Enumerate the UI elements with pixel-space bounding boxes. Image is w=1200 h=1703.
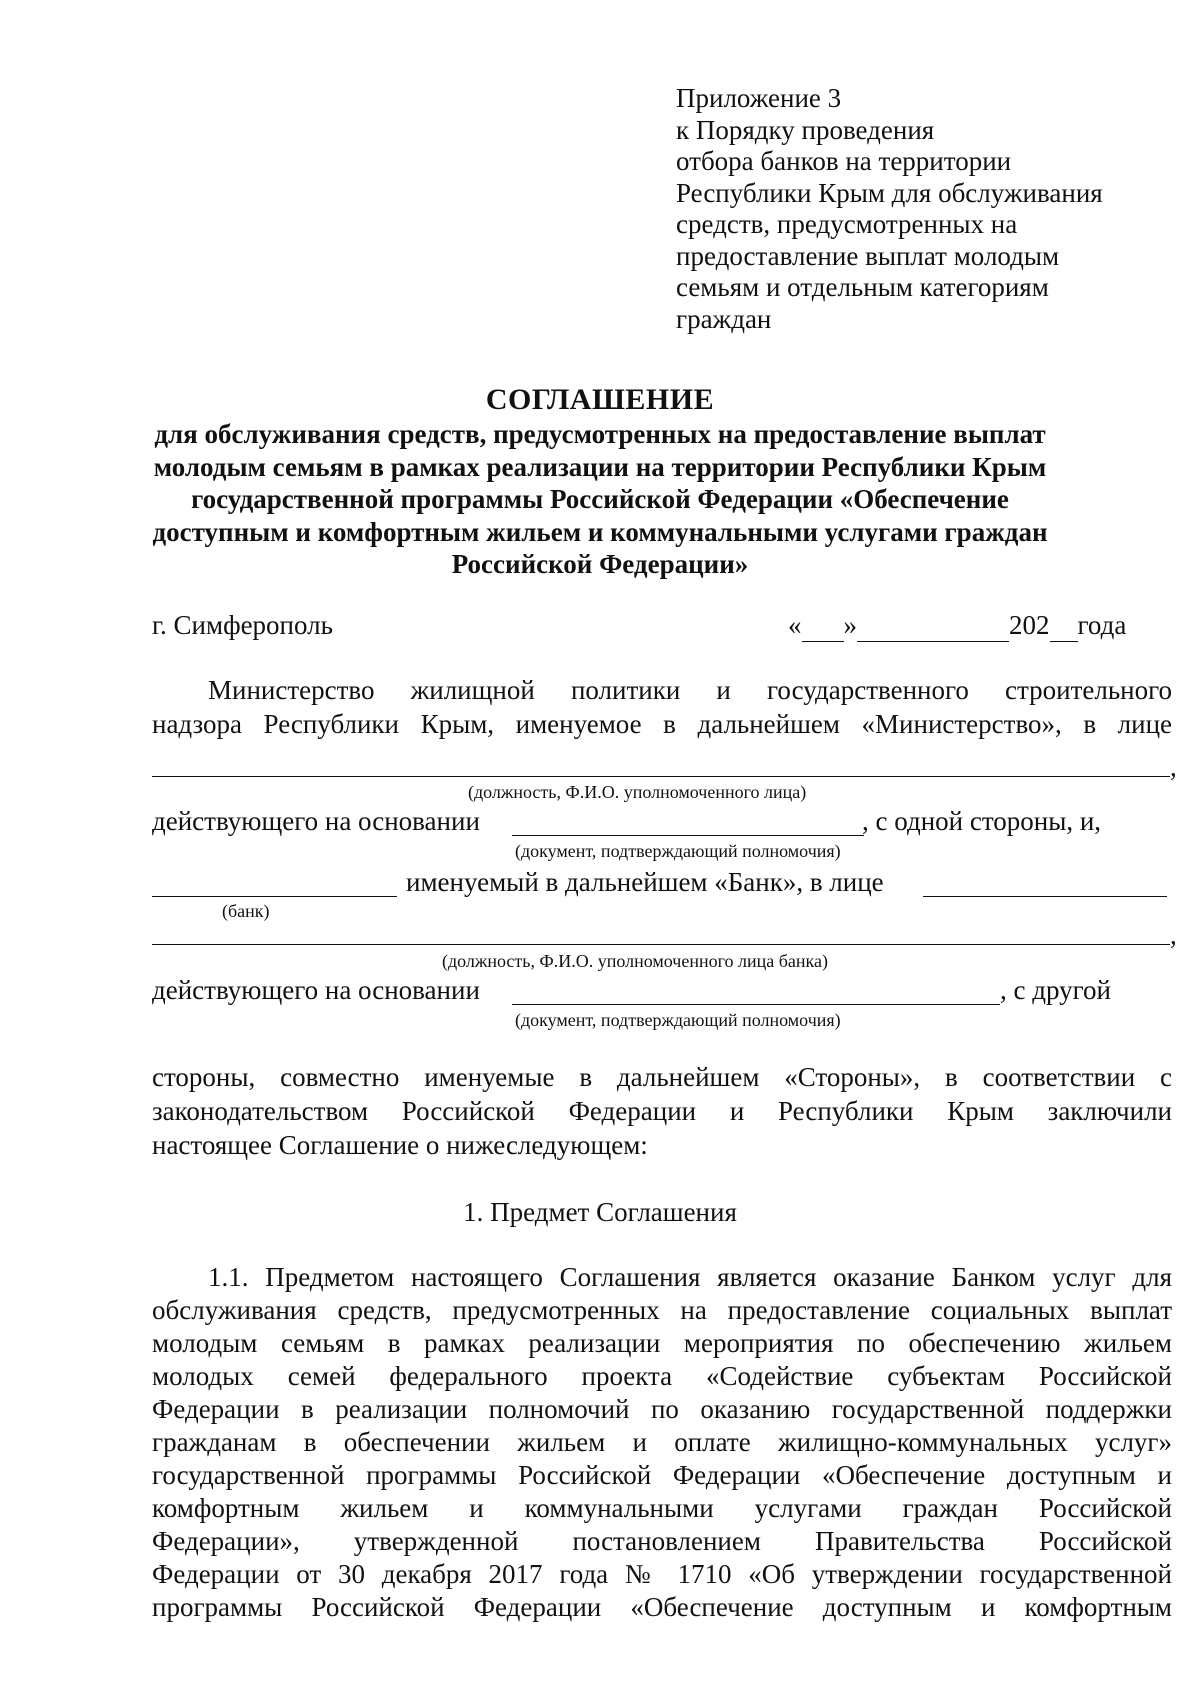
- section1-line: молодым семьям в рамках реализации мероприятия по обеспечению жильем: [152, 1328, 1172, 1358]
- section1-line: программы Российской Федерации «Обеспечение доступным и комфортным: [152, 1592, 1172, 1622]
- city-label: г. Симферополь: [152, 610, 333, 640]
- caption-bank: (банк): [222, 901, 270, 921]
- caption-official: (должность, Ф.И.О. уполномоченного лица): [468, 782, 807, 802]
- one-side-text: , с одной стороны, и,: [862, 806, 1102, 836]
- official-field[interactable]: [152, 776, 1170, 777]
- bank-named-text: именуемый в дальнейшем «Банк», в лице: [406, 867, 884, 897]
- document-field[interactable]: [512, 835, 864, 836]
- caption-document-2: (документ, подтверждающий полномочия): [515, 1010, 841, 1030]
- bank-official-field[interactable]: [152, 944, 1170, 945]
- year-suffix: года: [1077, 610, 1127, 640]
- section1-line: Федерации от 30 декабря 2017 года № 1710 «Об утверждении государственной: [152, 1559, 1172, 1589]
- section1-line: Федерации», утвержденной постановлением Правительства Российской: [152, 1526, 1172, 1556]
- appendix-line: семьям и отдельным категориям: [676, 272, 1049, 302]
- section1-heading: 1. Предмет Соглашения: [463, 1197, 737, 1227]
- appendix-line: отбора банков на территории: [676, 146, 1012, 176]
- party2-line3: настоящее Соглашение о нижеследующем:: [152, 1130, 648, 1160]
- comma: ,: [1170, 752, 1177, 782]
- bank-field[interactable]: [152, 896, 397, 897]
- subtitle-line: доступным и комфортным жильем и коммунальными услугами граждан: [152, 516, 1048, 547]
- subtitle-line: молодым семьям в рамках реализации на территории Республики Крым: [153, 451, 1047, 482]
- other-side-text: , с другой: [1000, 975, 1111, 1005]
- party1-line2: надзора Республики Крым, именуемое в дальнейшем «Министерство», в лице: [152, 709, 1172, 739]
- party2-line1: стороны, совместно именуемые в дальнейшем «Стороны», в соответствии с: [152, 1062, 1172, 1092]
- date-quote-open: «: [788, 610, 802, 640]
- document-subtitle: [0, 418, 1200, 581]
- year-field[interactable]: [1050, 610, 1078, 642]
- subtitle-line: для обслуживания средств, предусмотренных на предоставление выплат: [154, 419, 1046, 449]
- bank-person-field[interactable]: [923, 896, 1167, 897]
- date-line: [788, 610, 1126, 642]
- party1-line1: Министерство жилищной политики и государственного строительного: [208, 675, 1172, 705]
- appendix-line: средств, предусмотренных на: [676, 209, 1018, 239]
- appendix-line: Приложение 3: [676, 83, 842, 113]
- comma: ,: [1170, 920, 1177, 950]
- appendix-block: [676, 83, 1103, 335]
- subtitle-line: государственной программы Российской Федерации «Обеспечение: [191, 484, 1009, 514]
- acting-on-basis-label-2: действующего на основании: [152, 975, 480, 1005]
- section1-line: Федерации в реализации полномочий по оказанию государственной поддержки: [152, 1394, 1172, 1424]
- date-quote-close: »: [843, 610, 857, 640]
- caption-document: (документ, подтверждающий полномочия): [515, 841, 841, 861]
- acting-on-basis-label: действующего на основании: [152, 806, 480, 836]
- subtitle-line: Российской Федерации»: [451, 549, 749, 579]
- section1-line: гражданам в обеспечении жильем и оплате жилищно-коммунальных услуг»: [152, 1427, 1172, 1457]
- month-field[interactable]: [857, 610, 1009, 642]
- appendix-line: к Порядку проведения: [676, 114, 935, 145]
- bank-document-field[interactable]: [512, 1004, 1000, 1005]
- party2-line2: законодательством Российской Федерации и Республики Крым заключили: [152, 1096, 1172, 1126]
- section1-line: молодых семей федерального проекта «Содействие субъектам Российской: [152, 1361, 1172, 1391]
- section1-line: обслуживания средств, предусмотренных на предоставление социальных выплат: [152, 1295, 1172, 1325]
- appendix-line: граждан: [676, 303, 772, 334]
- document-title: СОГЛАШЕНИЕ: [485, 383, 715, 416]
- appendix-line: Республики Крым для обслуживания: [676, 177, 1103, 208]
- year-prefix: 202: [1009, 610, 1050, 640]
- day-field[interactable]: [802, 610, 844, 642]
- section1-line: государственной программы Российской Федерации «Обеспечение доступным и: [152, 1460, 1172, 1490]
- section1-line: 1.1. Предметом настоящего Соглашения является оказание Банком услуг для: [208, 1262, 1172, 1292]
- section1-line: комфортным жильем и коммунальными услугами граждан Российской: [152, 1493, 1172, 1523]
- appendix-line: предоставление выплат молодым: [676, 240, 1060, 271]
- caption-bank-official: (должность, Ф.И.О. уполномоченного лица банка): [442, 951, 829, 971]
